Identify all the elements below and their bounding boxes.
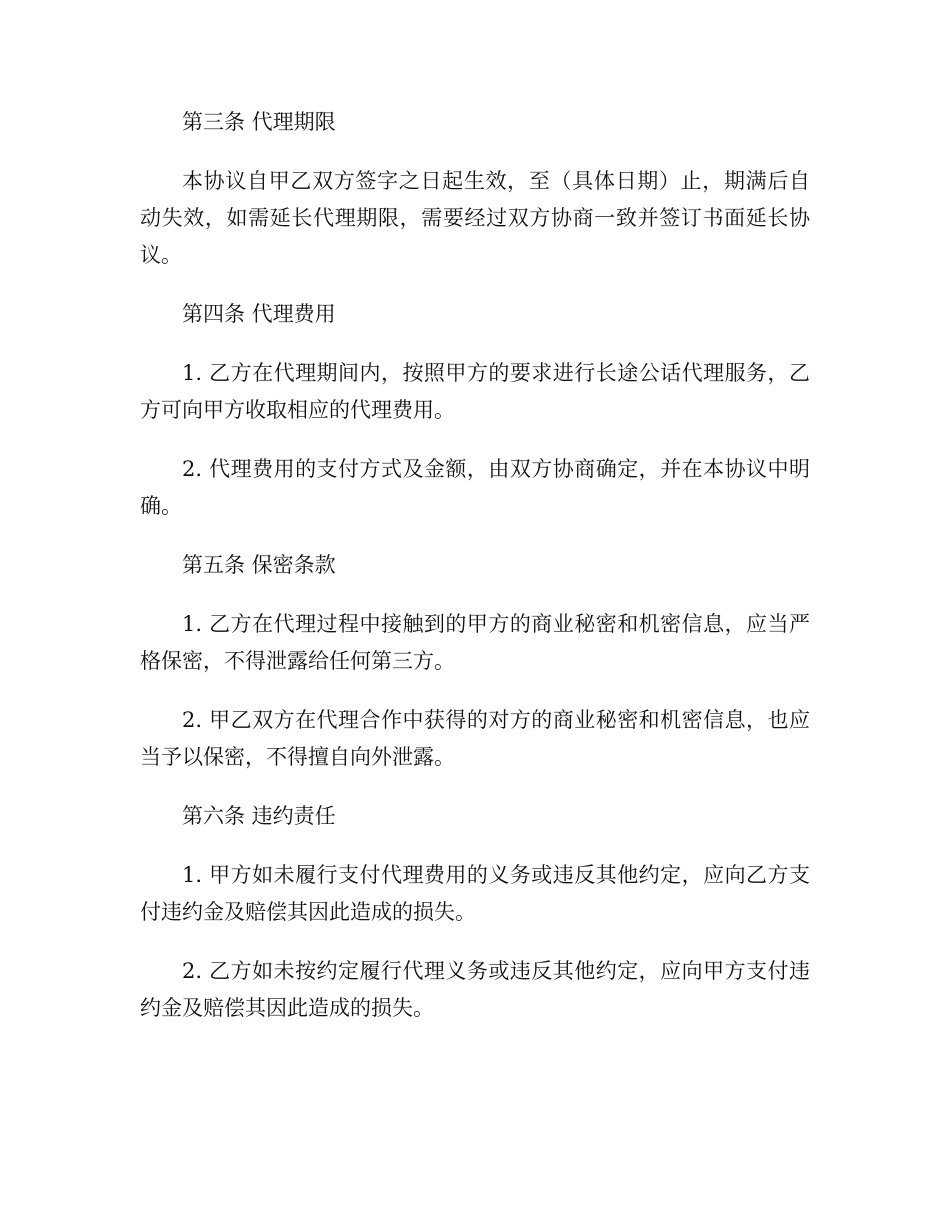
article-6-clause-2: 2. 乙方如未按约定履行代理义务或违反其他约定，应向甲方支付违约金及赔偿其因此造成的损失。 [140,959,810,1020]
article-6-heading: 第六条 违约责任 [182,804,336,828]
article-5-clause-2: 2. 甲乙双方在代理合作中获得的对方的商业秘密和机密信息，也应当予以保密，不得擅自向外泄露。 [140,708,810,769]
article-5-heading: 第五条 保密条款 [182,553,336,577]
article-4-clause-2: 2. 代理费用的支付方式及金额，由双方协商确定，并在本协议中明确。 [140,457,810,518]
document-page [140,104,810,1049]
article-6-clause-1: 1. 甲方如未履行支付代理费用的义务或违反其他约定，应向乙方支付违约金及赔偿其因此造成的损失。 [140,863,810,924]
article-3-heading: 第三条 代理期限 [182,110,336,134]
article-3-paragraph: 本协议自甲乙双方签字之日起生效，至（具体日期）止，期满后自动失效，如需延长代理期限，需要经过双方协商一致并签订书面延长协议。 [140,169,810,267]
article-4-heading: 第四条 代理费用 [182,302,336,326]
article-4-clause-1: 1. 乙方在代理期间内，按照甲方的要求进行长途公话代理服务，乙方可向甲方收取相应的代理费用。 [140,361,810,422]
article-5-clause-1: 1. 乙方在代理过程中接触到的甲方的商业秘密和机密信息，应当严格保密，不得泄露给任何第三方。 [140,612,810,673]
